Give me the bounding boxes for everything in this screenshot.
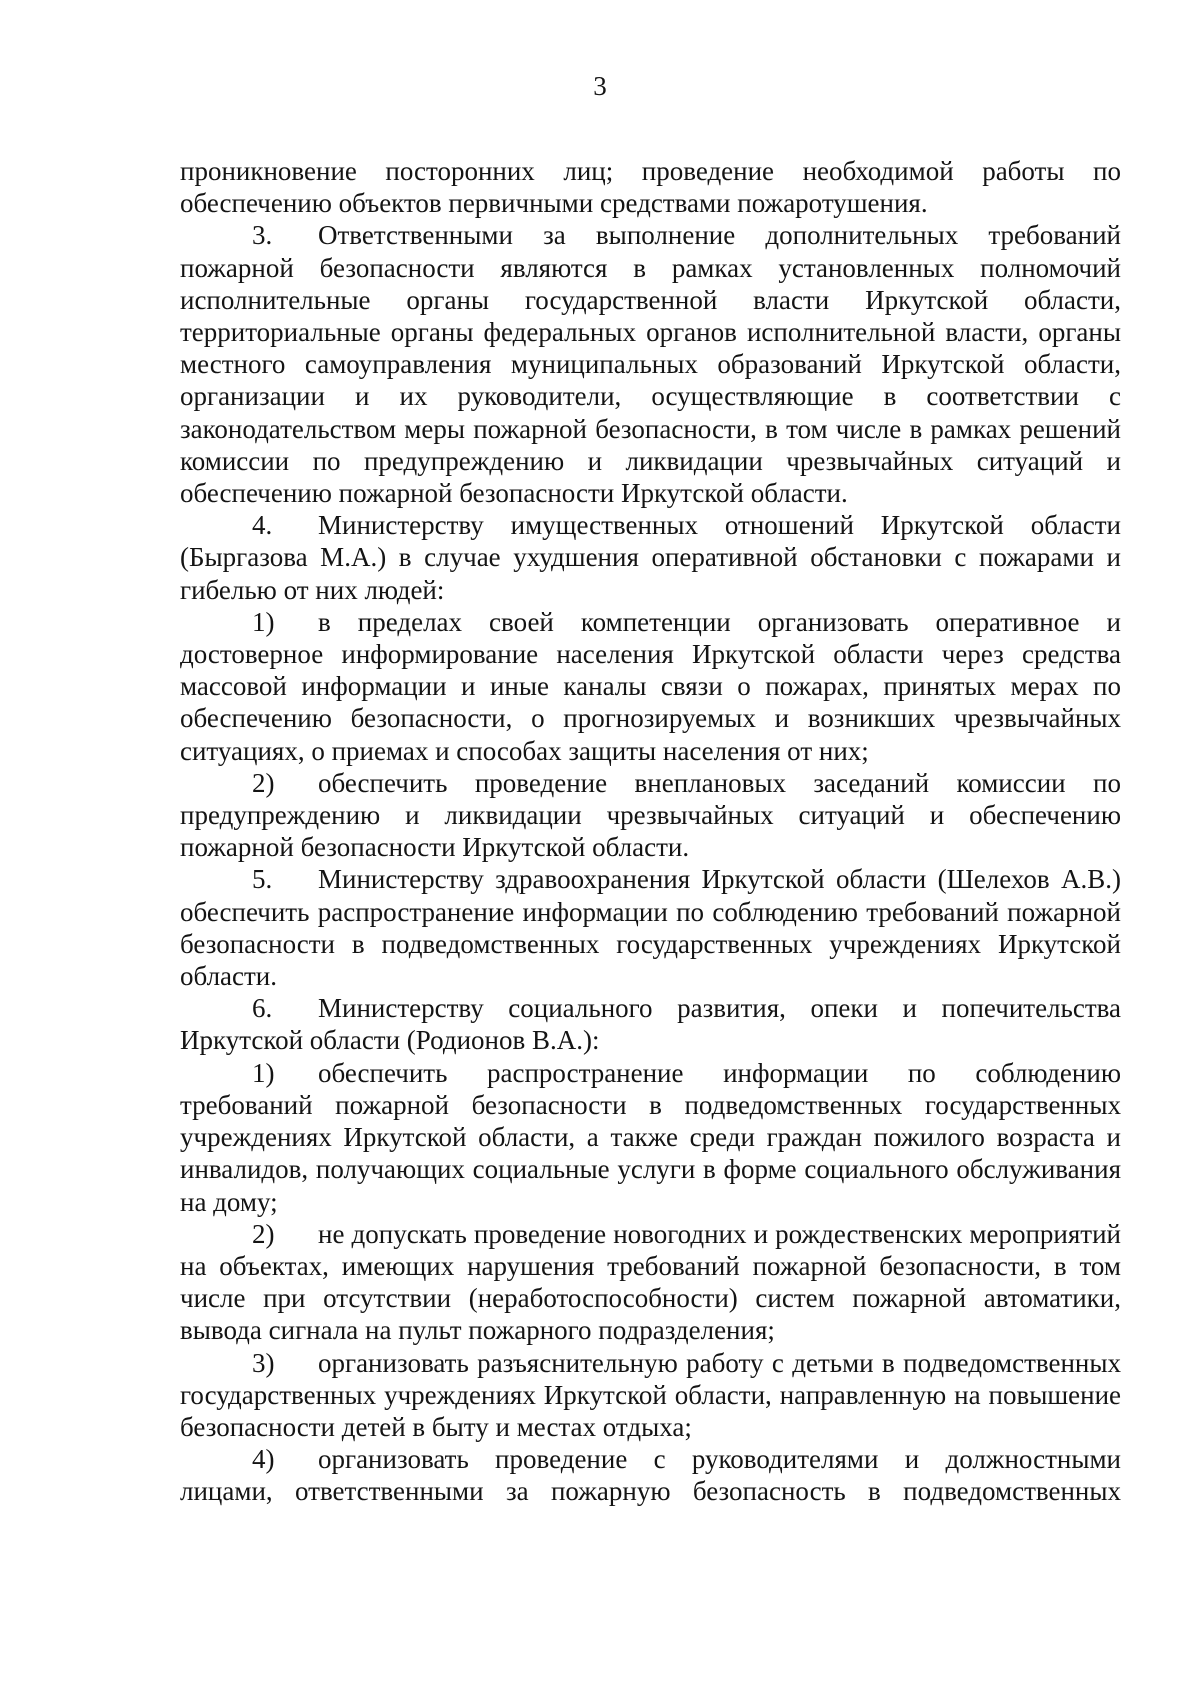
- paragraph-number: 6.: [252, 993, 273, 1024]
- paragraph-number: 5.: [252, 864, 273, 895]
- paragraph-item-4-1: [180, 606, 1121, 767]
- paragraph-text: Министерству имущественных отношений Иркутской области (Быргазова М.А.) в случае ухудшения оперативной обстановки с пожарами и гибелью от них людей:: [180, 510, 1121, 605]
- paragraph-item-3: [180, 219, 1121, 509]
- paragraph-number: 2): [252, 1218, 275, 1249]
- paragraph-text: Министерству социального развития, опеки и попечительства Иркутской области (Родионов В.А.):: [180, 993, 1121, 1056]
- paragraph-item-6-4: [180, 1443, 1121, 1507]
- paragraph-text: Ответственными за выполнение дополнительных требований пожарной безопасности являются в рамках установленных полномочий исполнительные органы государственной власти Иркутской области, территориальные органы федеральных органов исполнительной власти, органы местного самоуправления муниципальных образований Иркутской области, организации и их руководители, осуществляющие в соответствии с законодательством меры пожарной безопасности, в том числе в рамках решений комиссии по предупреждению и ликвидации чрезвычайных ситуаций и обеспечению пожарной безопасности Иркутской области.: [180, 220, 1121, 509]
- paragraph-number: 3.: [252, 220, 273, 251]
- paragraph-text: организовать разъяснительную работу с детьми в подведомственных государственных учреждениях Иркутской области, направленную на повышение безопасности детей в быту и местах отдыха;: [180, 1347, 1121, 1442]
- paragraph-number: 3): [252, 1347, 275, 1378]
- paragraph-continuation: [180, 155, 1121, 219]
- paragraph-text: организовать проведение с руководителями и должностными лицами, ответственными за пожарную безопасность в подведомственных: [180, 1444, 1121, 1507]
- paragraph-item-5: [180, 863, 1121, 992]
- paragraph-text: в пределах своей компетенции организовать оперативное и достоверное информирование населения Иркутской области через средства массовой информации и иные каналы связи о пожарах, принятых мерах по обеспечению безопасности, о прогнозируемых и возникших чрезвычайных ситуациях, о приемах и способах защиты населения от них;: [180, 606, 1121, 766]
- paragraph-text: обеспечить проведение внеплановых заседаний комиссии по предупреждению и ликвидации чрезвычайных ситуаций и обеспечению пожарной безопасности Иркутской области.: [180, 767, 1121, 863]
- paragraph-number: 4): [252, 1444, 275, 1475]
- paragraph-item-6: [180, 992, 1121, 1056]
- paragraph-text: проникновение посторонних лиц; проведение необходимой работы по обеспечению объектов первичными средствами пожаротушения.: [180, 156, 1121, 219]
- paragraph-number: 1): [252, 1057, 275, 1088]
- paragraph-text: Министерству здравоохранения Иркутской области (Шелехов А.В.) обеспечить распространение информации по соблюдению требований пожарной безопасности в подведомственных государственных учреждениях Иркутской области.: [180, 864, 1121, 992]
- paragraph-text: обеспечить распространение информации по соблюдению требований пожарной безопасности в подведомственных государственных учреждениях Иркутской области, а также среди граждан пожилого возраста и инвалидов, получающих социальные услуги в форме социального обслуживания на дому;: [180, 1057, 1121, 1217]
- page-number: 3: [593, 71, 607, 101]
- paragraph-number: 2): [252, 767, 275, 798]
- paragraph-text: не допускать проведение новогодних и рождественских мероприятий на объектах, имеющих нарушения требований пожарной безопасности, в том числе при отсутствии (неработоспособности) систем пожарной автоматики, вывода сигнала на пульт пожарного подразделения;: [180, 1218, 1121, 1346]
- paragraph-number: 4.: [252, 510, 273, 541]
- paragraph-item-6-3: [180, 1347, 1121, 1444]
- paragraph-number: 1): [252, 606, 275, 637]
- paragraph-item-4-2: [180, 767, 1121, 864]
- paragraph-item-6-1: [180, 1057, 1121, 1218]
- paragraph-item-4: [180, 509, 1121, 606]
- paragraph-item-6-2: [180, 1218, 1121, 1347]
- document-body: [180, 155, 1121, 1508]
